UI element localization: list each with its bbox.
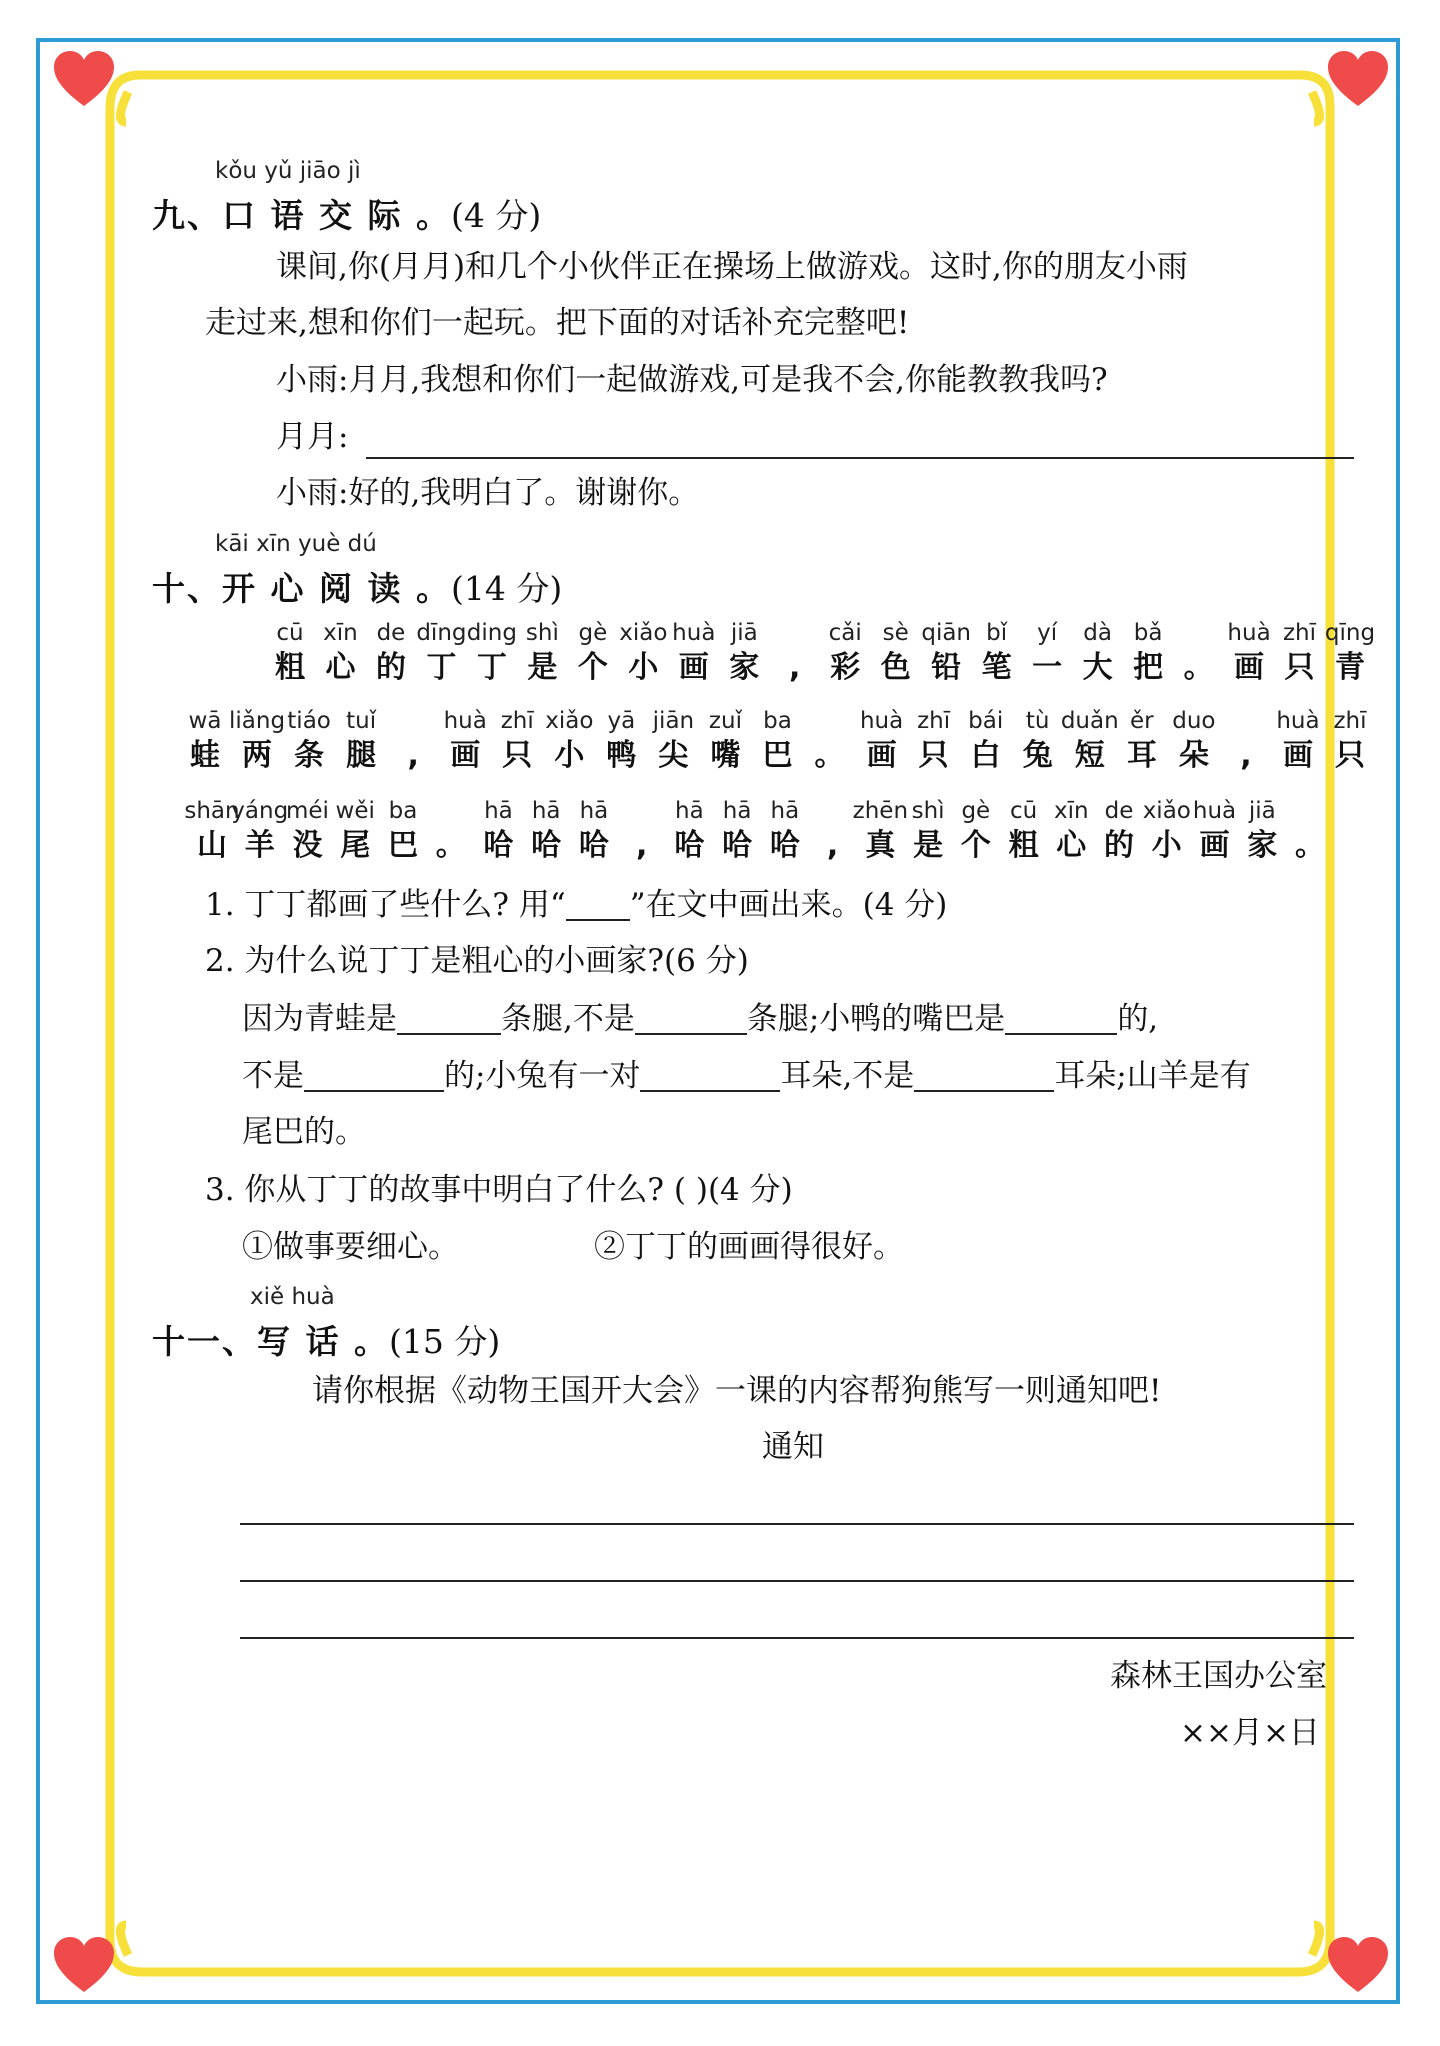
pinyin-text: sè: [882, 620, 909, 646]
pinyin-text: bǎ: [1133, 620, 1163, 646]
hanzi-text: 画: [678, 650, 709, 685]
writing-line-3[interactable]: [240, 1637, 1354, 1639]
hanzi-text: 蛙: [190, 738, 220, 773]
section-10-pinyin: kāi xīn yuè dú: [215, 531, 377, 557]
answer-blank[interactable]: [640, 1060, 780, 1092]
hanzi-text: 画: [1234, 650, 1265, 685]
section-11-pinyin: xiě huà: [250, 1284, 335, 1310]
pinyin-text: tuǐ: [346, 708, 377, 734]
pinyin-text: zhī: [1282, 620, 1317, 646]
hanzi-text: 家: [729, 650, 760, 685]
hanzi-text: 的: [375, 650, 406, 685]
pinyin-text: qīng: [1324, 620, 1376, 646]
question-1: 1. 丁丁都画了些什么? 用“ ”在文中画出来。(4 分): [205, 887, 948, 923]
pinyin-text: shì: [911, 798, 945, 824]
pinyin-text: méi: [285, 798, 329, 824]
writing-prompt: 请你根据《动物王国开大会》一课的内容帮狗熊写一则通知吧!: [312, 1373, 1162, 1409]
pinyin-text: zhī: [917, 708, 951, 734]
hanzi-text: 巴: [762, 738, 793, 773]
hanzi-text: 哈: [674, 828, 705, 863]
hanzi-text: 只: [918, 738, 949, 773]
question-3-option-2: ②丁丁的画画得很好。: [594, 1229, 904, 1265]
notice-title: 通知: [762, 1429, 824, 1465]
pinyin-text: ěr: [1130, 708, 1154, 734]
pinyin-text: gè: [961, 798, 991, 824]
hanzi-text: 羊: [244, 828, 275, 863]
hanzi-text: 色: [880, 650, 911, 685]
pinyin-text: yí: [1037, 620, 1058, 646]
hanzi-text: 大: [1082, 650, 1113, 685]
pinyin-text: wā: [188, 708, 222, 734]
hanzi-text: 笔: [981, 650, 1012, 685]
hanzi-text: 心: [325, 650, 356, 685]
question-2-line-1: 因为青蛙是 条腿,不是 条腿;小鸭的嘴巴是 的,: [242, 1001, 1159, 1037]
hanzi-text: 粗: [1008, 828, 1039, 863]
pinyin-text: dīng: [416, 620, 467, 646]
hanzi-text: 哈: [578, 828, 609, 863]
pinyin-text: xīn: [1054, 798, 1089, 824]
hanzi-text: 一: [1032, 650, 1063, 685]
pinyin-text: hā: [531, 798, 561, 824]
hanzi-text: ,: [826, 828, 839, 863]
hanzi-text: 。: [1183, 650, 1214, 685]
answer-blank[interactable]: [914, 1060, 1054, 1092]
underline-sample: [566, 889, 630, 921]
hanzi-text: 个: [960, 828, 991, 863]
hanzi-text: 哈: [769, 828, 800, 863]
hanzi-text: ,: [407, 738, 419, 773]
hanzi-text: ,: [1240, 738, 1252, 773]
pinyin-text: ba: [763, 708, 792, 734]
pinyin-text: yā: [607, 708, 636, 734]
pinyin-text: huà: [1192, 798, 1237, 824]
pinyin-text: duǎn: [1060, 708, 1119, 734]
hanzi-text: ,: [789, 650, 801, 685]
passage-line-3: [0, 796, 1440, 866]
question-2-line-3: 尾巴的。: [242, 1114, 366, 1150]
hanzi-text: 把: [1133, 650, 1164, 685]
hanzi-text: 。: [1295, 828, 1325, 863]
pinyin-text: ba: [388, 798, 418, 824]
pinyin-text: zhī: [500, 708, 534, 734]
pinyin-text: huà: [1227, 620, 1271, 646]
hanzi-text: 丁: [426, 650, 457, 685]
hanzi-text: 没: [292, 828, 323, 863]
pinyin-text: hā: [722, 798, 752, 824]
dialogue-yueyue-label: 月月:: [276, 419, 349, 455]
yueyue-answer-line[interactable]: [366, 457, 1354, 459]
pinyin-text: qiān: [921, 620, 972, 646]
pinyin-text: tiáo: [287, 708, 331, 734]
hanzi-text: 只: [502, 738, 533, 773]
pinyin-text: huà: [443, 708, 487, 734]
pinyin-text: zhī: [1333, 708, 1367, 734]
hanzi-text: 铅: [931, 650, 962, 685]
hanzi-text: 兔: [1022, 738, 1053, 773]
notice-signature: 森林王国办公室: [1110, 1658, 1327, 1694]
pinyin-text: hā: [770, 798, 800, 824]
section-10-title: 十、开 心 阅 读 。(14 分): [152, 569, 563, 608]
pinyin-text: hā: [579, 798, 609, 824]
hanzi-text: 条: [294, 738, 325, 773]
hanzi-text: 心: [1056, 828, 1087, 863]
pinyin-text: zhēn: [852, 798, 909, 824]
question-2-line-2: 不是 的;小兔有一对 耳朵,不是 耳朵;山羊是有: [242, 1058, 1251, 1094]
pinyin-text: xiǎo: [1142, 798, 1191, 824]
pinyin-text: jiān: [652, 708, 695, 734]
pinyin-text: hā: [484, 798, 513, 824]
section-11-title: 十一、写 话 。(15 分): [152, 1322, 501, 1361]
hanzi-text: 小: [628, 650, 659, 685]
writing-line-2[interactable]: [240, 1580, 1354, 1582]
section-9-pinyin: kǒu yǔ jiāo jì: [215, 158, 361, 184]
question-2: 2. 为什么说丁丁是粗心的小画家?(6 分): [205, 943, 749, 979]
hanzi-text: 朵: [1178, 738, 1209, 773]
hanzi-text: 画: [1282, 738, 1313, 773]
pinyin-text: yáng: [231, 798, 289, 824]
hanzi-text: 两: [242, 738, 273, 773]
pinyin-text: bǐ: [986, 620, 1008, 646]
answer-blank[interactable]: [397, 1003, 501, 1035]
hanzi-text: 是: [913, 828, 944, 863]
pinyin-text: [1270, 796, 1350, 826]
hanzi-text: 尖: [658, 738, 689, 773]
ruby-char: [1310, 706, 1390, 776]
answer-blank[interactable]: [1005, 1003, 1117, 1035]
hanzi-text: 丁: [476, 650, 507, 685]
pinyin-text: cū: [1009, 798, 1038, 824]
section-9-title: 九、口 语 交 际 。(4 分): [152, 196, 542, 235]
pinyin-text: xiǎo: [545, 708, 594, 734]
hanzi-text: 青: [1335, 650, 1365, 685]
hanzi-text: 个: [577, 650, 608, 685]
pinyin-text: cū: [276, 620, 304, 646]
hanzi-text: 短: [1074, 738, 1105, 773]
pinyin-text: duo: [1172, 708, 1216, 734]
hanzi-text: ,: [635, 828, 648, 863]
pinyin-text: xiǎo: [619, 620, 668, 646]
pinyin-text: xīn: [323, 620, 358, 646]
section-9-paragraph-1: 课间,你(月月)和几个小伙伴正在操场上做游戏。这时,你的朋友小雨: [276, 249, 1188, 285]
question-3: 3. 你从丁丁的故事中明白了什么? ( )(4 分): [205, 1172, 793, 1208]
hanzi-text: 只: [1335, 738, 1365, 773]
hanzi-text: 画: [1199, 828, 1230, 863]
writing-line-1[interactable]: [240, 1523, 1354, 1525]
hanzi-text: 哈: [722, 828, 753, 863]
hanzi-text: 尾: [340, 828, 371, 863]
section-9-paragraph-2: 走过来,想和你们一起玩。把下面的对话补充完整吧!: [205, 305, 910, 341]
hanzi-text: 鸭: [606, 738, 637, 773]
pinyin-text: ding: [466, 620, 517, 646]
question-3-option-1: ①做事要细心。: [242, 1229, 459, 1265]
hanzi-text: 是: [527, 650, 558, 685]
hanzi-text: 白: [970, 738, 1001, 773]
hanzi-text: 哈: [531, 828, 562, 863]
pinyin-text: huà: [1276, 708, 1320, 734]
hanzi-text: 画: [450, 738, 481, 773]
hanzi-text: 画: [866, 738, 897, 773]
hanzi-text: 。: [435, 828, 466, 863]
pinyin-text: cǎi: [828, 620, 862, 646]
hanzi-text: 耳: [1126, 738, 1157, 773]
passage-line-1: [0, 618, 1440, 688]
pinyin-text: huà: [859, 708, 904, 734]
hanzi-text: 粗: [275, 650, 305, 685]
pinyin-text: jiā: [730, 620, 758, 646]
pinyin-text: jiā: [1248, 798, 1276, 824]
hanzi-text: 的: [1104, 828, 1135, 863]
hanzi-text: 彩: [830, 650, 861, 685]
pinyin-text: huà: [672, 620, 716, 646]
hanzi-text: 巴: [387, 828, 418, 863]
hanzi-text: 。: [814, 738, 845, 773]
dialogue-xiaoyu-2: 小雨:好的,我明白了。谢谢你。: [276, 475, 700, 511]
pinyin-text: zuǐ: [708, 708, 742, 734]
hanzi-text: 小: [554, 738, 585, 773]
notice-date: ××月×日: [1180, 1715, 1320, 1751]
hanzi-text: 只: [1284, 650, 1315, 685]
dialogue-xiaoyu-1: 小雨:月月,我想和你们一起做游戏,可是我不会,你能教教我吗?: [276, 362, 1108, 398]
answer-blank[interactable]: [635, 1003, 747, 1035]
hanzi-text: 真: [865, 828, 896, 863]
hanzi-text: 家: [1247, 828, 1278, 863]
hanzi-text: 嘴: [710, 738, 741, 773]
passage-line-2: [0, 706, 1440, 776]
hanzi-text: 腿: [346, 738, 377, 773]
ruby-char: [1270, 796, 1350, 866]
pinyin-text: wěi: [335, 798, 375, 824]
pinyin-text: de: [376, 620, 406, 646]
pinyin-text: bái: [968, 708, 1004, 734]
pinyin-text: shì: [525, 620, 559, 646]
ruby-char: [1310, 618, 1390, 688]
pinyin-text: dà: [1083, 620, 1112, 646]
hanzi-text: 哈: [483, 828, 514, 863]
pinyin-text: gè: [578, 620, 608, 646]
pinyin-text: shān: [184, 798, 240, 824]
pinyin-text: hā: [675, 798, 704, 824]
pinyin-text: liǎng: [229, 708, 286, 734]
pinyin-text: de: [1104, 798, 1134, 824]
pinyin-text: tù: [1025, 708, 1050, 734]
answer-blank[interactable]: [304, 1060, 444, 1092]
hanzi-text: 山: [197, 828, 227, 863]
hanzi-text: 小: [1151, 828, 1182, 863]
